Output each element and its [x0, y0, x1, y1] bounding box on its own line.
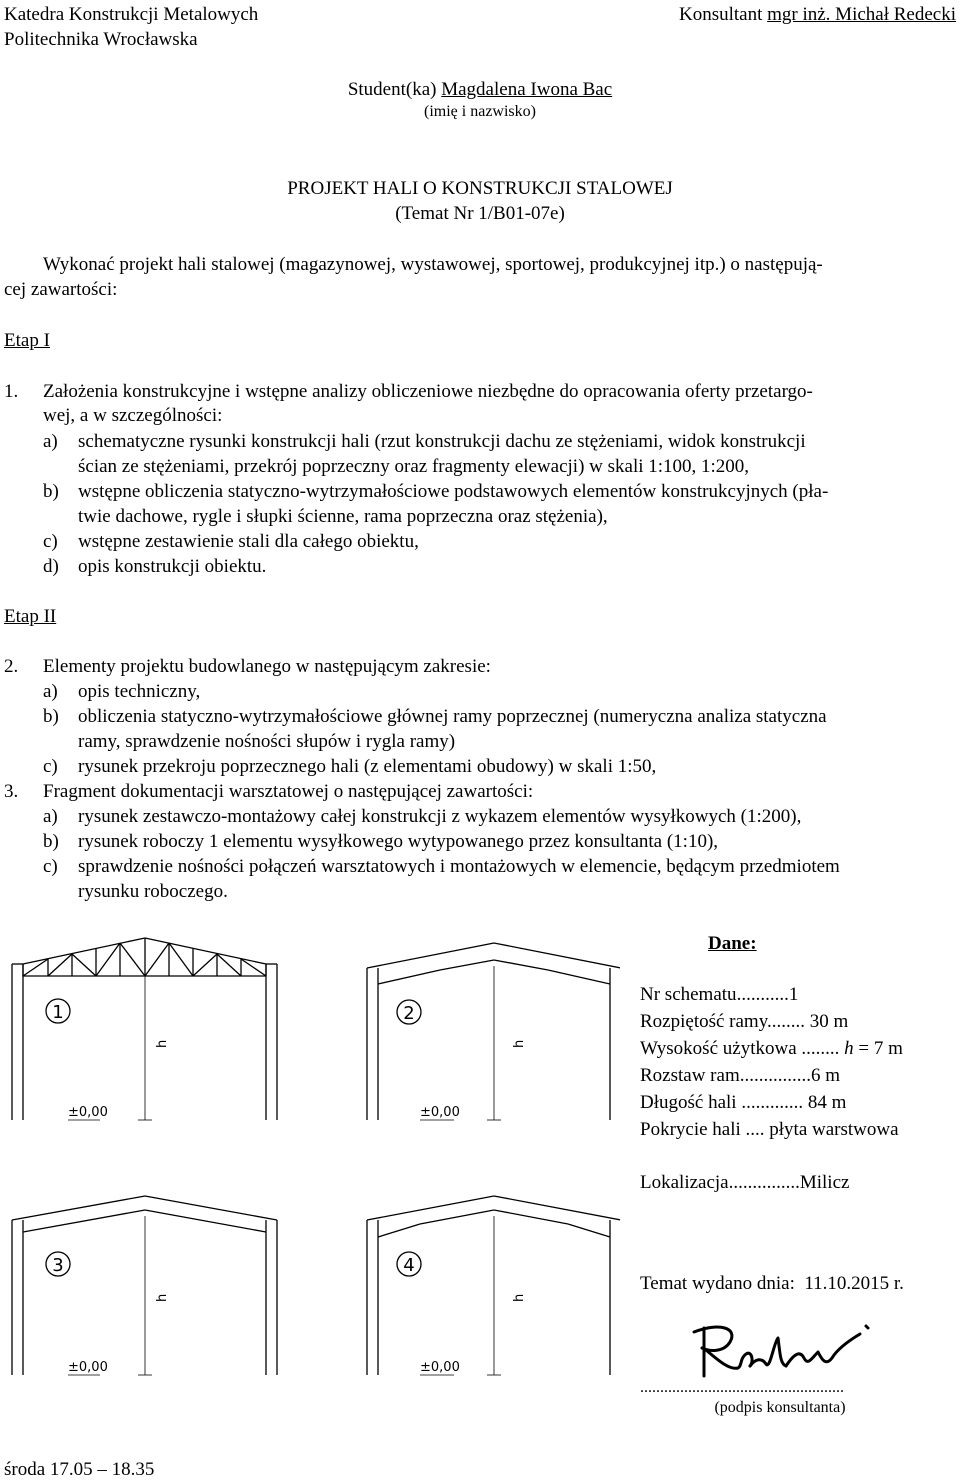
scheme-3-height-label: h: [155, 1293, 170, 1302]
issued-date: 11.10.2015 r.: [804, 1273, 904, 1294]
item-2a-label: a): [43, 681, 58, 702]
dane-dots: ....: [740, 1119, 770, 1140]
item-1-number: 1.: [4, 381, 19, 402]
item-1a-line-1: schematyczne rysunki konstrukcji hali (rzut konstrukcji dachu ze stężeniami, widok konstrukcji: [78, 431, 806, 452]
item-1-line-1: Założenia konstrukcyjne i wstępne analizy obliczeniowe niezbędne do opracowania oferty przetargo-: [43, 381, 813, 402]
scheme-2-number: 2: [403, 1003, 415, 1024]
signature-dots: ...................................................: [640, 1379, 844, 1396]
item-3-number: 3.: [4, 781, 19, 802]
dane-row-span: [640, 1009, 950, 1034]
scheme-1-frame: [12, 938, 277, 1120]
dane-row-length: [640, 1090, 950, 1115]
localization-value: Milicz: [799, 1172, 850, 1193]
scheme-4-number: 4: [403, 1255, 415, 1276]
item-2c-line-1: rysunek przekroju poprzecznego hali (z elementami obudowy) w skali 1:50,: [78, 756, 657, 777]
scheme-1-level: ±0,00: [68, 1105, 108, 1120]
scheme-2-level: ±0,00: [420, 1105, 460, 1120]
item-2a-line-1: opis techniczny,: [78, 681, 201, 702]
item-1a-label: a): [43, 431, 58, 452]
scheme-2-height-label: h: [512, 1039, 527, 1048]
dane-value: 1: [788, 984, 799, 1005]
item-1d-label: d): [43, 556, 59, 577]
scheme-3-level: ±0,00: [68, 1360, 108, 1375]
item-2b-line-2: ramy, sprawdzenie nośności słupów i rygla ramy): [78, 731, 456, 752]
dane-dots: ...............: [728, 1172, 800, 1193]
dane-row-localization: [640, 1170, 950, 1195]
item-2b-label: b): [43, 706, 59, 727]
item-1c-label: c): [43, 531, 58, 552]
dane-label: Pokrycie hali: [640, 1119, 741, 1140]
etap-1-heading: Etap I: [4, 330, 50, 351]
department-name: Katedra Konstrukcji Metalowych: [4, 4, 259, 25]
university-name: Politechnika Wrocławska: [4, 29, 198, 50]
localization-label: Lokalizacja: [640, 1172, 729, 1193]
dane-dots: ........: [796, 1038, 845, 1059]
item-1d-line-1: opis konstrukcji obiektu.: [78, 556, 267, 577]
scheme-3-frame: [12, 1196, 277, 1375]
dane-value: = 7 m: [853, 1038, 903, 1059]
dane-label: Długość hali: [640, 1092, 737, 1113]
item-3b-line-1: rysunek roboczy 1 elementu wysyłkowego wytypowanego przez konsultanta (1:10),: [78, 831, 719, 852]
item-2-text: Elementy projektu budowlanego w następującym zakresie:: [43, 656, 491, 677]
dane-dots: ........: [766, 1011, 805, 1032]
item-3a-label: a): [43, 806, 58, 827]
dane-value: 84 m: [807, 1092, 847, 1113]
item-3a-line-1: rysunek zestawczo-montażowy całej konstrukcji z wykazem elementów wysyłkowych (1:200),: [78, 806, 802, 827]
item-3c-label: c): [43, 856, 58, 877]
dane-label: Rozstaw ram: [640, 1065, 740, 1086]
scheme-3-number: 3: [52, 1255, 64, 1276]
item-1b-line-1: wstępne obliczenia statyczno-wytrzymałościowe podstawowych elementów konstrukcyjnych (pła-: [78, 481, 829, 502]
page-title: PROJEKT HALI O KONSTRUKCJI STALOWEJ: [287, 178, 673, 199]
student-label: Student(ka): [347, 79, 437, 100]
scheme-1-height-label: h: [155, 1039, 170, 1048]
intro-line-1: Wykonać projekt hali stalowej (magazynowej, wystawowej, sportowej, produkcyjnej itp.) o następują-: [43, 254, 823, 275]
consultant-line: [679, 2, 956, 27]
scheme-4-level: ±0,00: [420, 1360, 460, 1375]
item-1a-line-2: ścian ze stężeniami, przekrój poprzeczny oraz fragmenty elewacji) w skali 1:100, 1:200,: [78, 456, 750, 477]
scheme-4-height-label: h: [512, 1293, 527, 1302]
dane-value: płyta warstwowa: [769, 1119, 899, 1140]
item-3c-line-1: sprawdzenie nośności połączeń warsztatowych i montażowych w elemencie, będącym przedmiotem: [78, 856, 840, 877]
consultant-label: Konsultant: [678, 4, 763, 25]
etap-2-heading: Etap II: [4, 606, 57, 627]
item-1c-line-1: wstępne zestawienie stali dla całego obiektu,: [78, 531, 419, 552]
consultant-name: mgr inż. Michał Redecki: [767, 4, 956, 25]
dane-label: Nr schematu: [640, 984, 737, 1005]
item-1-line-2: wej, a w szczególności:: [43, 405, 223, 426]
student-caption: (imię i nazwisko): [424, 103, 536, 120]
topic-number: (Temat Nr 1/B01-07e): [395, 203, 565, 224]
dane-row-height: [640, 1036, 950, 1061]
dane-row-roofing: [640, 1117, 950, 1142]
item-1b-line-2: twie dachowe, rygle i słupki ścienne, rama poprzeczna oraz stężenia),: [78, 506, 608, 527]
issued-label: Temat wydano dnia:: [640, 1273, 795, 1294]
intro-line-2: cej zawartości:: [4, 279, 118, 300]
dane-heading: Dane:: [708, 933, 757, 954]
issued-date-line: [640, 1271, 950, 1296]
item-3-text: Fragment dokumentacji warsztatowej o następującej zawartości:: [43, 781, 534, 802]
dane-dots: ...............: [739, 1065, 811, 1086]
item-1b-label: b): [43, 481, 59, 502]
scheme-2-frame: [367, 943, 620, 1120]
item-3b-label: b): [43, 831, 59, 852]
item-2b-line-1: obliczenia statyczno-wytrzymałościowe głównej ramy poprzecznej (numeryczna analiza statyczna: [78, 706, 827, 727]
item-2-number: 2.: [4, 656, 19, 677]
student-name: Magdalena Iwona Bac: [441, 79, 613, 100]
dane-value: 6 m: [810, 1065, 841, 1086]
consultation-schedule: środa 17.05 – 18.35: [4, 1459, 155, 1480]
dane-value-symbol: h: [844, 1038, 854, 1059]
scheme-4-frame: [367, 1196, 620, 1375]
dane-label: Rozpiętość ramy: [640, 1011, 767, 1032]
dane-row-scheme-number: [640, 982, 950, 1007]
dane-row-spacing: [640, 1063, 950, 1088]
dane-label: Wysokość użytkowa: [640, 1038, 797, 1059]
frame-schemes-drawing: [0, 930, 620, 1460]
dane-dots: ...........: [736, 984, 789, 1005]
item-2c-label: c): [43, 756, 58, 777]
signature-caption: (podpis konsultanta): [714, 1399, 846, 1416]
dane-dots: .............: [736, 1092, 804, 1113]
dane-value: 30 m: [809, 1011, 849, 1032]
item-3c-line-2: rysunku roboczego.: [78, 881, 228, 902]
scheme-1-number: 1: [52, 1002, 64, 1023]
consultant-signature: [690, 1318, 890, 1382]
